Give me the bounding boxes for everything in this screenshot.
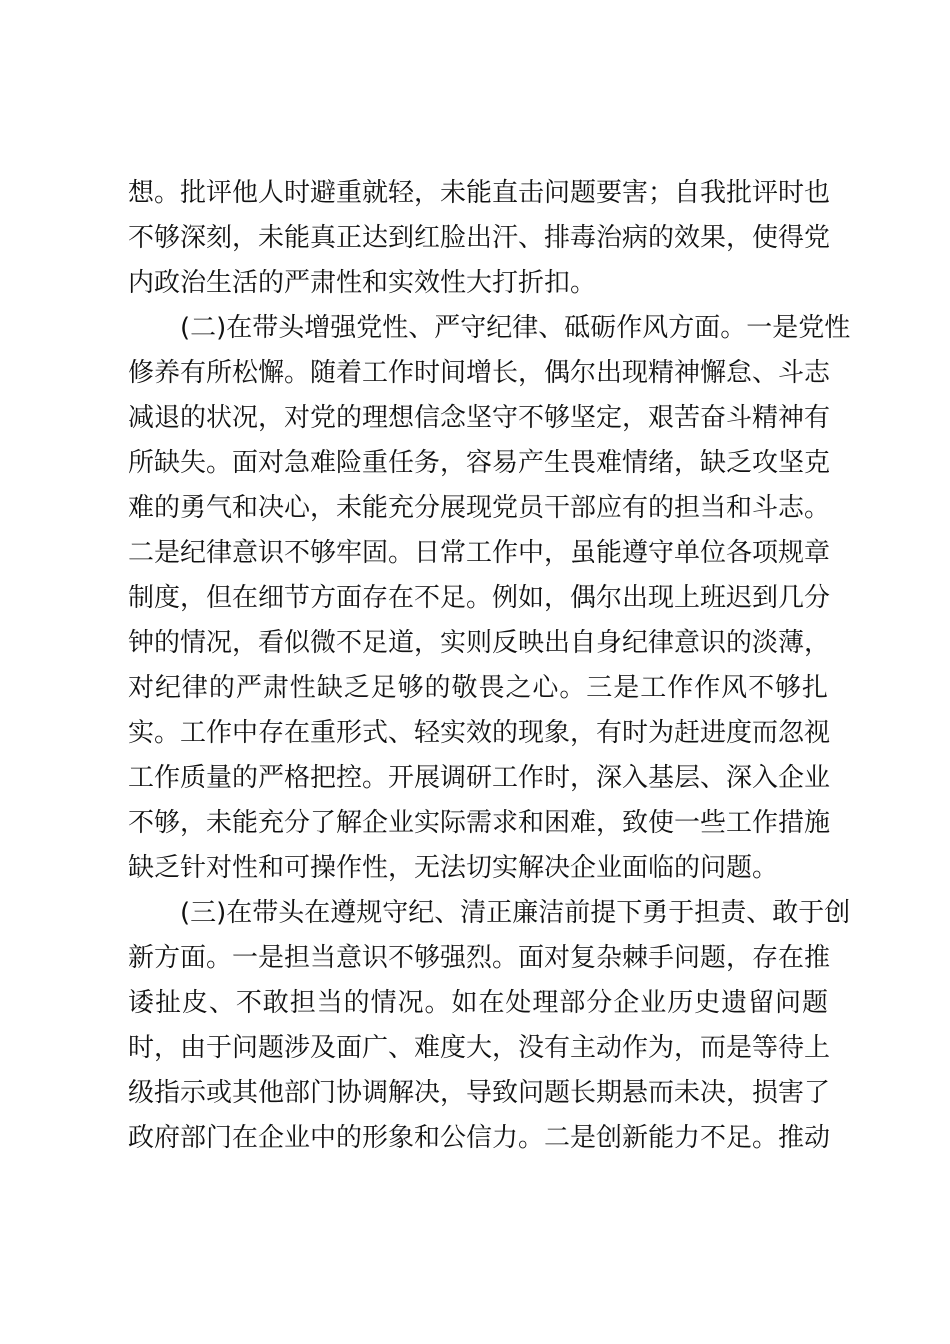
text-line: 新方面。一是担当意识不够强烈。面对复杂棘手问题，存在推	[128, 943, 831, 973]
text-line: 实。工作中存在重形式、轻实效的现象，有时为赶进度而忽视	[128, 718, 831, 748]
text-line: 减退的状况，对党的理想信念坚守不够坚定，艰苦奋斗精神有	[128, 403, 831, 433]
text-line: 修养有所松懈。随着工作时间增长，偶尔出现精神懈怠、斗志	[128, 358, 831, 388]
text-line: 内政治生活的严肃性和实效性大打折扣。	[128, 268, 597, 298]
text-line: 难的勇气和决心，未能充分展现党员干部应有的担当和斗志。	[128, 493, 831, 523]
text-line: 不够深刻，未能真正达到红脸出汗、排毒治病的效果，使得党	[128, 223, 831, 253]
text-line: 想。批评他人时避重就轻，未能直击问题要害；自我批评时也	[128, 178, 831, 208]
text-line: 诿扯皮、不敢担当的情况。如在处理部分企业历史遗留问题	[128, 988, 828, 1018]
text-line: 对纪律的严肃性缺乏足够的敬畏之心。三是工作作风不够扎	[128, 673, 828, 703]
text-line: 级指示或其他部门协调解决，导致问题长期悬而未决，损害了	[128, 1078, 831, 1108]
text-line: 工作质量的严格把控。开展调研工作时，深入基层、深入企业	[128, 763, 831, 793]
paragraph-heading-line: (三)在带头在遵规守纪、清正廉洁前提下勇于担责、敢于创	[180, 898, 851, 928]
text-line: 制度，但在细节方面存在不足。例如，偶尔出现上班迟到几分	[128, 583, 831, 613]
text-line: 政府部门在企业中的形象和公信力。二是创新能力不足。推动	[128, 1123, 831, 1153]
text-line: 二是纪律意识不够牢固。日常工作中，虽能遵守单位各项规章	[128, 538, 831, 568]
paragraph-heading-line: (二)在带头增强党性、严守纪律、砥砺作风方面。一是党性	[180, 313, 851, 343]
text-line: 钟的情况，看似微不足道，实则反映出自身纪律意识的淡薄，	[128, 628, 831, 658]
text-line: 时，由于问题涉及面广、难度大，没有主动作为，而是等待上	[128, 1033, 831, 1063]
text-line: 缺乏针对性和可操作性，无法切实解决企业面临的问题。	[128, 853, 779, 883]
text-line: 不够，未能充分了解企业实际需求和困难，致使一些工作措施	[128, 808, 831, 838]
text-line: 所缺失。面对急难险重任务，容易产生畏难情绪，缺乏攻坚克	[128, 448, 831, 478]
